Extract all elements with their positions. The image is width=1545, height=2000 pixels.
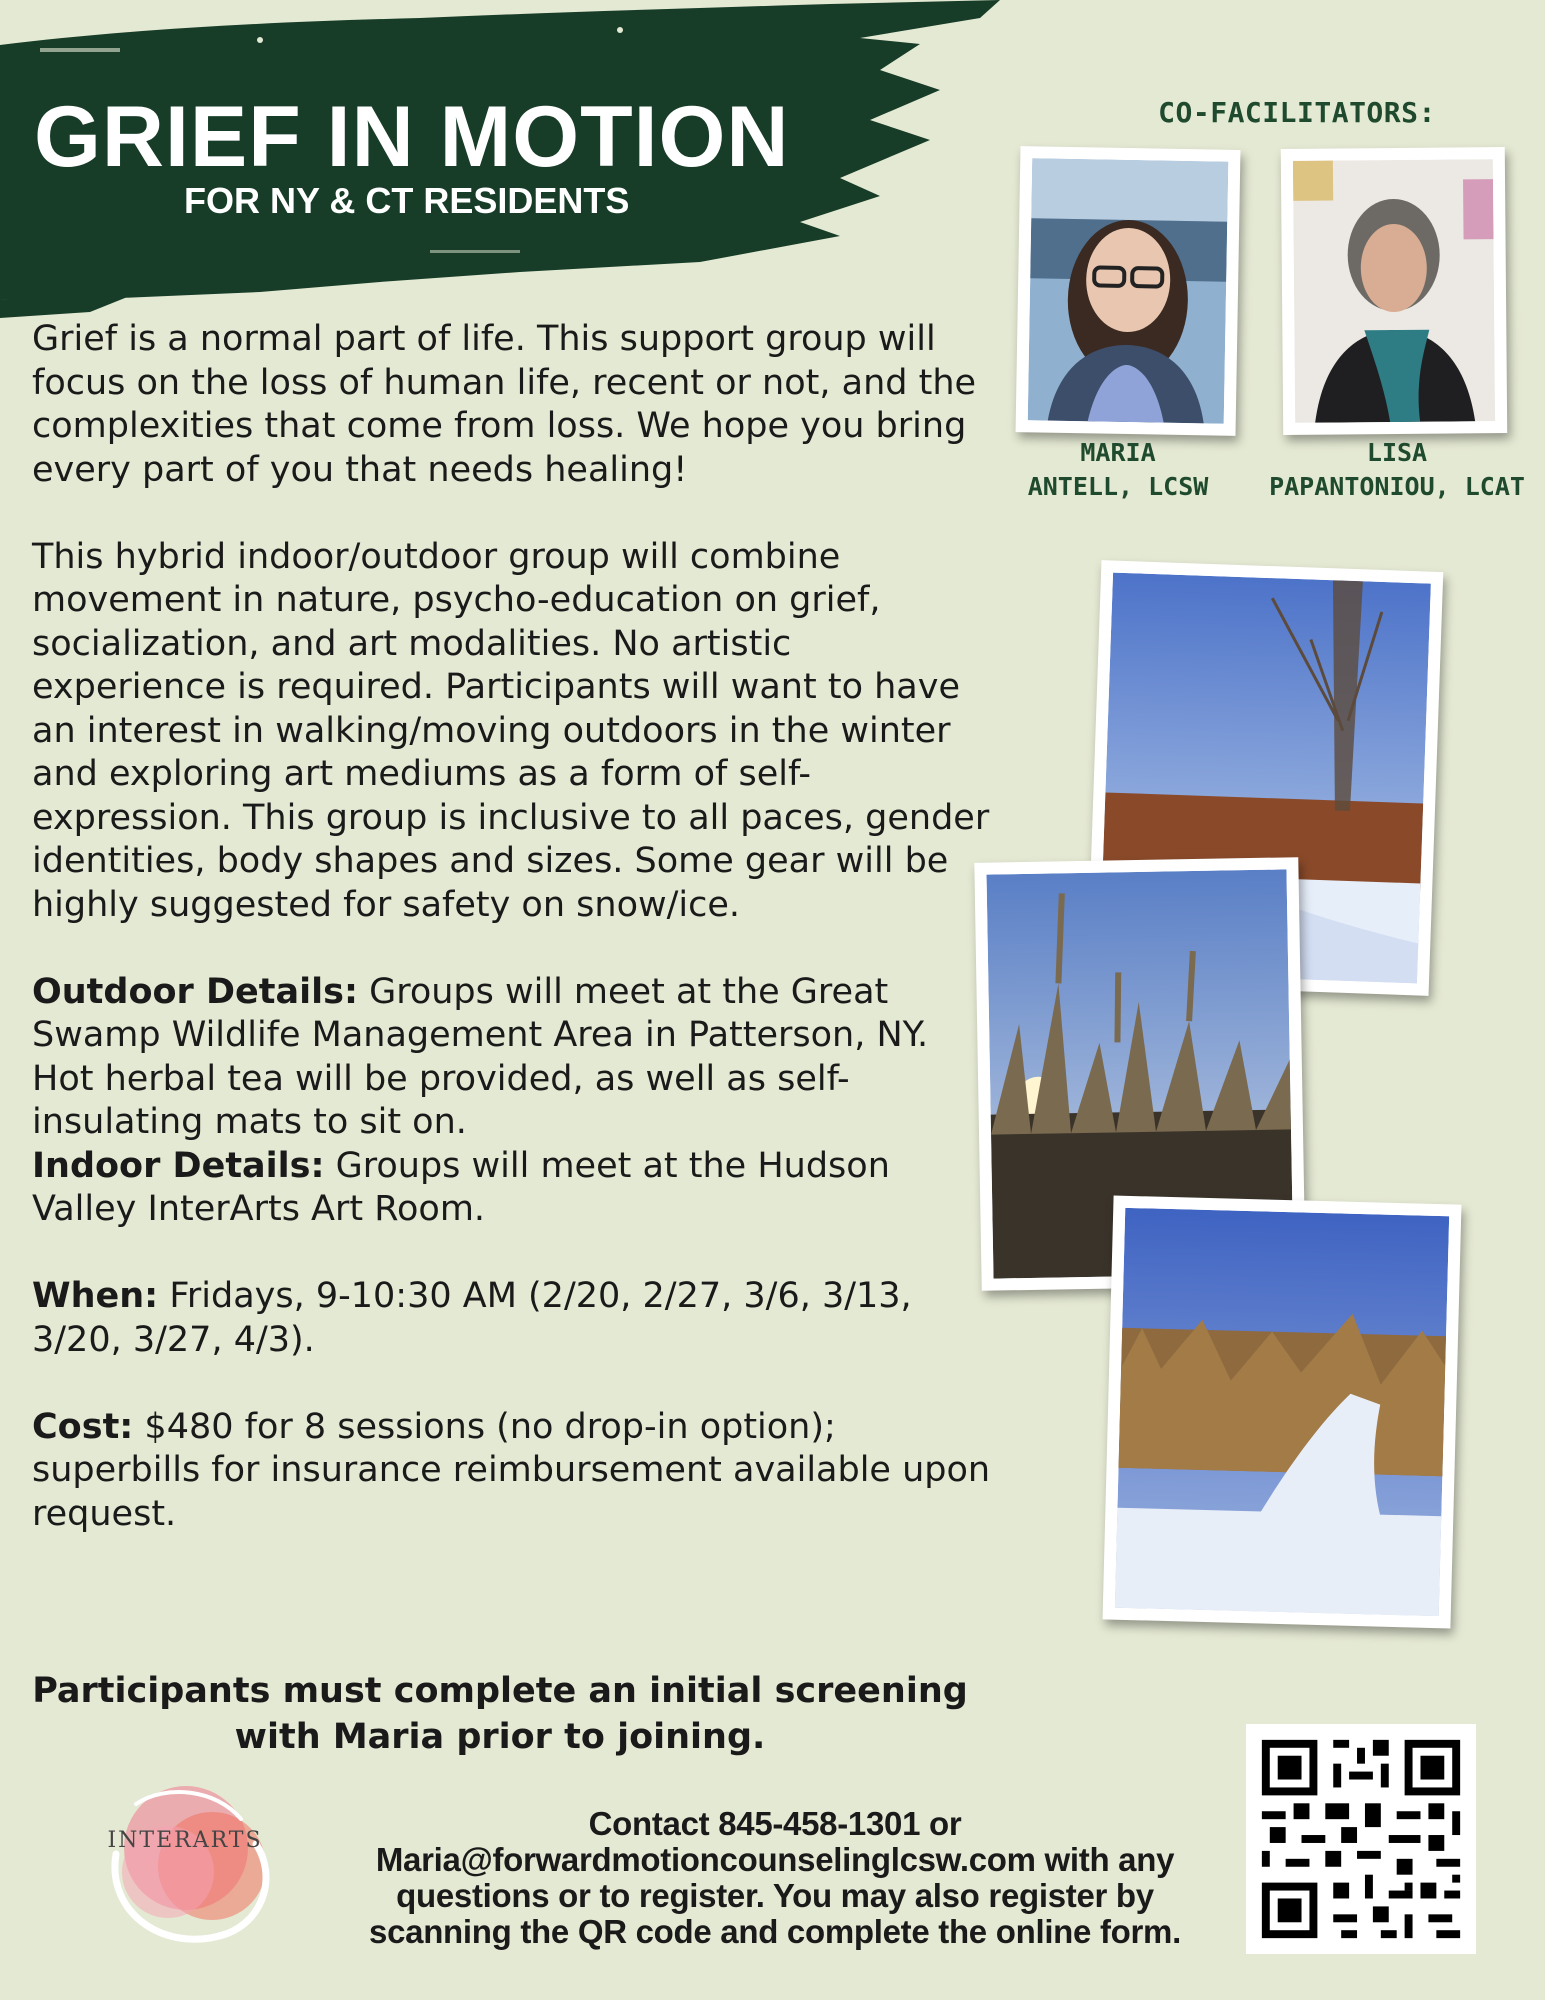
cofacilitators-heading: CO-FACILITATORS: <box>1158 96 1436 129</box>
name-line: LISA <box>1366 438 1428 467</box>
name-line: MARIA <box>1080 438 1156 467</box>
when-text: Fridays, 9-10:30 AM (2/20, 2/27, 3/6, 3/13, 3/20, 3/27, 4/3). <box>32 1276 912 1360</box>
outdoor-details <box>32 971 992 1145</box>
qr-code-icon[interactable] <box>1246 1724 1476 1954</box>
description-paragraph: This hybrid indoor/outdoor group will combine movement in nature, psycho-education on grief, socialization, and art modalities. No artistic experience is required. Participants will want to have an interest in walking/moving outdoors in the winter and exploring art mediums as a form of self-expression. This group is inclusive to all paces, gender identities, body shapes and sizes. Some gear will be highly suggested for safety on snow/ice. <box>32 536 990 925</box>
facilitator-maria-name <box>1018 436 1218 504</box>
screening-notice <box>30 1668 970 1760</box>
interarts-logo-text: INTERARTS <box>107 1828 263 1853</box>
main-content <box>32 318 992 1580</box>
contact-info <box>330 1806 1220 1950</box>
lisa-photo <box>1281 147 1507 435</box>
cost-details <box>32 1406 992 1537</box>
page-subtitle: FOR NY & CT RESIDENTS <box>184 180 630 221</box>
contact-line: questions or to register. You may also register by <box>396 1877 1154 1914</box>
contact-line: scanning the QR code and complete the online form. <box>369 1913 1181 1950</box>
outdoor-label: Outdoor Details: <box>32 971 358 1012</box>
nature-photo-trail <box>1103 1196 1462 1629</box>
when-details <box>32 1275 992 1362</box>
cost-label: Cost: <box>32 1406 134 1447</box>
name-line: PAPANTONIOU, LCAT <box>1269 472 1525 501</box>
page-title: GRIEF IN MOTION <box>34 89 790 185</box>
facilitator-lisa-name <box>1262 436 1532 504</box>
maria-photo <box>1016 146 1241 436</box>
screening-line: Participants must complete an initial screening <box>32 1671 968 1711</box>
name-line: ANTELL, LCSW <box>1027 472 1209 501</box>
contact-line: Contact 845-458-1301 or <box>588 1805 962 1842</box>
indoor-details <box>32 1145 992 1232</box>
indoor-label: Indoor Details: <box>32 1145 325 1186</box>
interarts-logo <box>76 1764 288 1960</box>
indoor-text: Groups will meet at the Hudson Valley InterArts Art Room. <box>32 1145 890 1229</box>
cost-text: $480 for 8 sessions (no drop-in option); superbills for insurance reimbursement available upon request. <box>32 1406 991 1534</box>
intro-paragraph: Grief is a normal part of life. This support group will focus on the loss of human life, recent or not, and the complexities that come from loss. We hope you bring every part of you that needs healing! <box>32 319 977 490</box>
when-label: When: <box>32 1276 159 1316</box>
outdoor-text: Groups will meet at the Great Swamp Wildlife Management Area in Patterson, NY. Hot herbal tea will be provided, as well as self-insulating mats to sit on. <box>32 971 929 1142</box>
contact-email-line[interactable]: Maria@forwardmotioncounselinglcsw.com with any <box>375 1841 1175 1878</box>
screening-line: with Maria prior to joining. <box>234 1717 766 1757</box>
